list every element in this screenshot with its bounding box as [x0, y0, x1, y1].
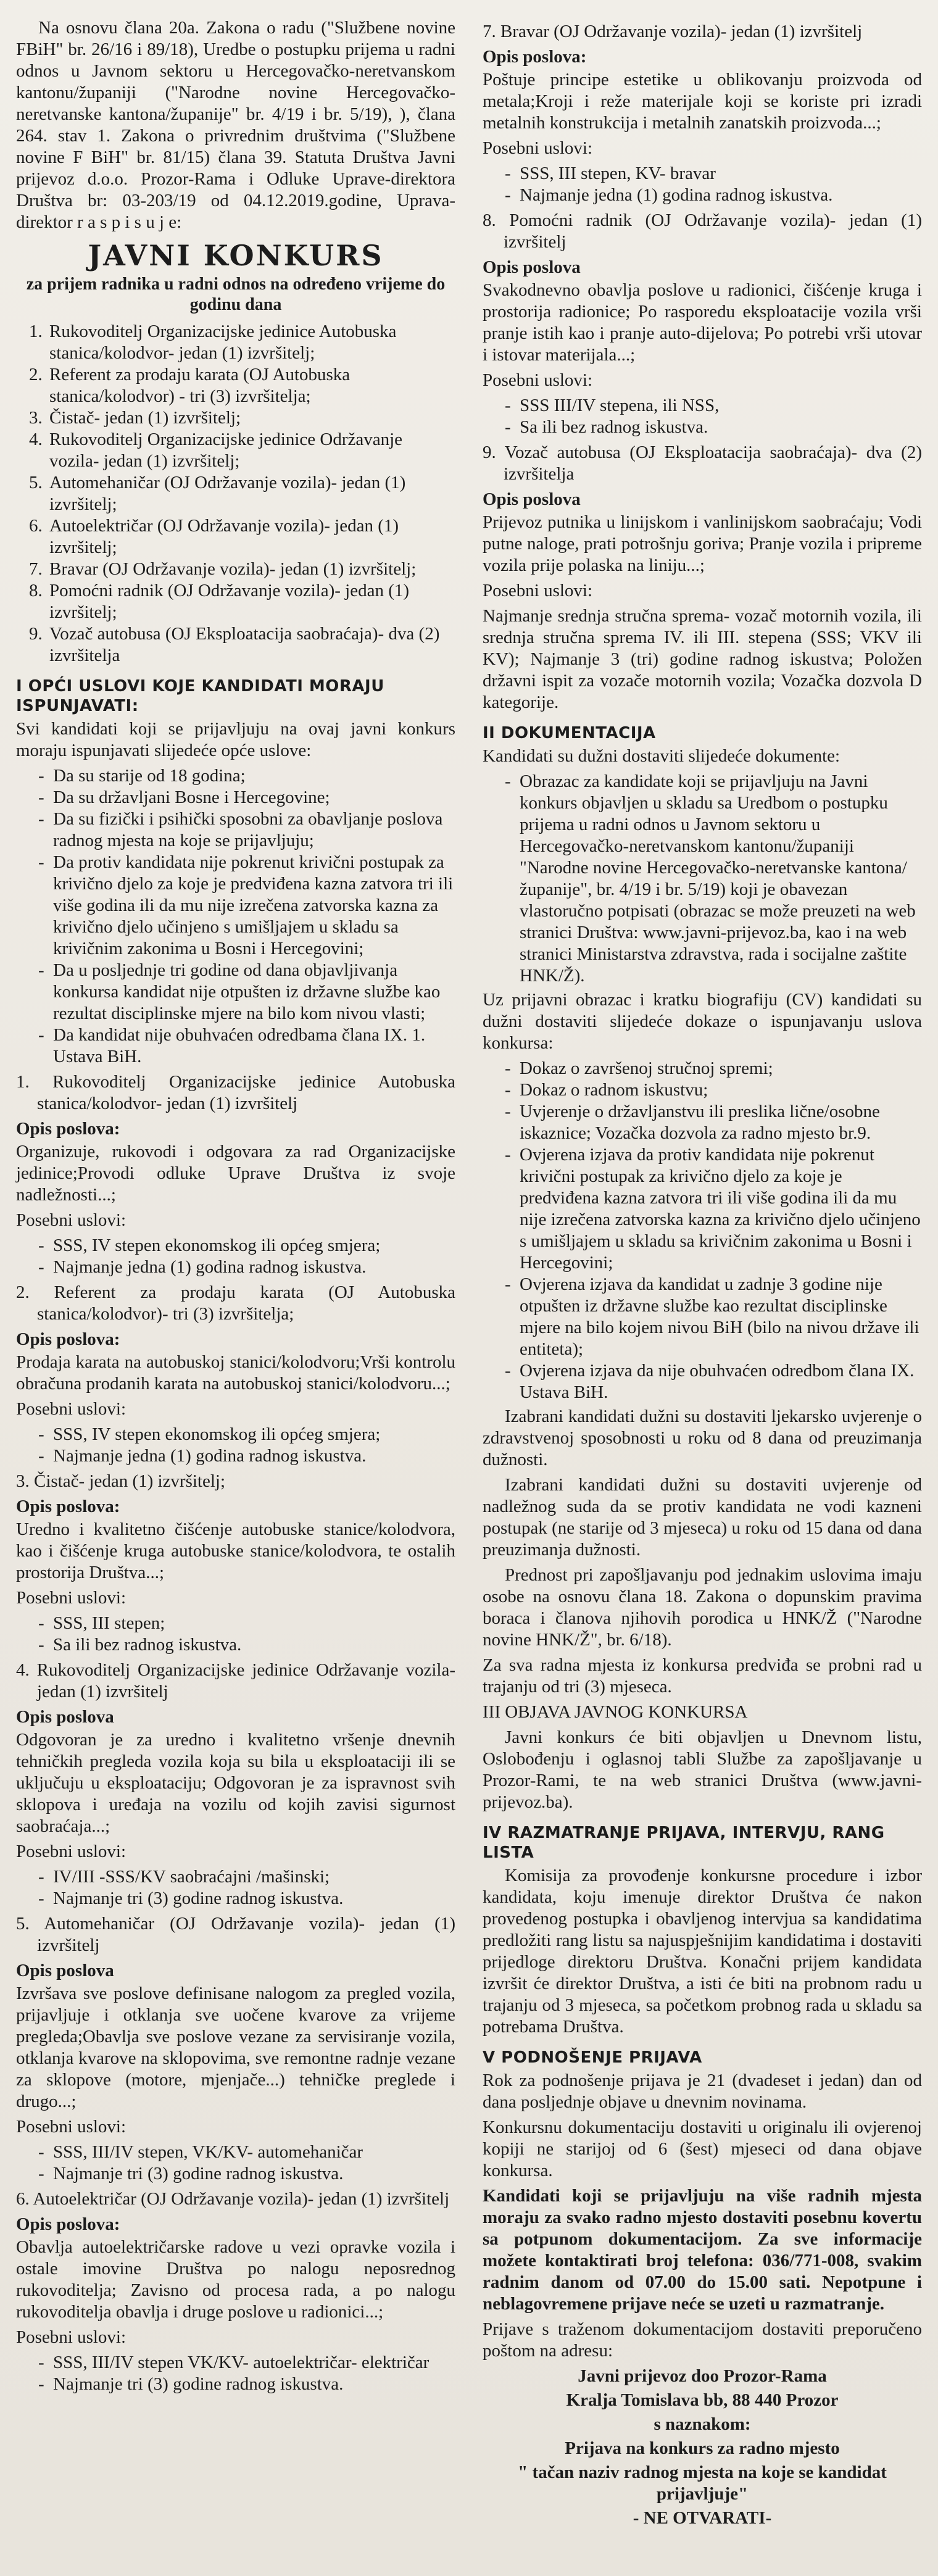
condition-item: - SSS, IV stepen ekonomskog ili općeg smjera;	[38, 1235, 455, 1257]
submission-mail-text: Prijave s traženom dokumentacijom dostaviti preporučeno poštom na adresu:	[483, 2319, 922, 2361]
trial-period-paragraph: Za sva radna mjesta iz konkursa predviđa se probni rad u trajanju od tri (3) mjeseca.	[483, 1655, 922, 1697]
special-conditions-list	[16, 1866, 455, 1909]
submission-important-notice: Kandidati koji se prijavljuju na više radnih mjesta moraju za svako radno mjesto dostaviti posebnu kovertu sa potpunom dokumentacijom. Za sve informacije možete kontaktirati broj telefona: 036/771-008, svakim radnim danom od 07.00 do 15.00 sati. Nepotpune i neblagovremene prijave neće se uzeti u razmatranje.	[483, 2186, 922, 2314]
address-do-not-open: - NE OTVARATI-	[633, 2508, 772, 2528]
intro-paragraph: Na osnovu člana 20a. Zakona o radu ("Službene novine FBiH" br. 26/16 i 89/18), Uredbe o postupku prijema u radni odnos u Javnom sektoru u Hercegovačko-neretvanskom kantonu/županiji ("Narodne novine Hercegovačko-neretvanske kantona/županije" br. 4/19 i br. 5/19), ), člana 264. stav 1. Zakona o privrednim društvima ("Službene novine F BiH" br. 81/15) člana 39. Statuta Društva Javni prijevoz d.o.o. Prozor-Rama i Odluke Uprave-direktora Društva br: 03-203/19 od 04.12.2019.godine, Uprava-direktor r a s p i s u j e:	[16, 18, 455, 232]
documentation-intro: Kandidati su dužni dostaviti slijedeće dokumente:	[483, 746, 840, 766]
job-description: Prijevoz putnika u linijskom i vanlinijskom saobraćaju; Vodi putne naloge, prati potrošnju goriva; Pranje vozila i pripreme vozila prije polaska na liniju...;	[483, 512, 922, 575]
condition-item: - SSS III/IV stepena, ili NSS,	[505, 395, 922, 417]
special-conditions-list	[16, 1424, 455, 1467]
proof-documents-list	[483, 1058, 922, 1403]
special-conditions-label: Posebni uslovi:	[16, 1842, 127, 1861]
submission-documents-text: Konkursnu dokumentaciju dostaviti u originalu ili ovjerenoj kopiji ne starijoj od 6 (šest) mjeseci od dana objave konkursa.	[483, 2117, 922, 2180]
job-item: 1. Rukovoditelj Organizacijske jedinice Autobuska stanica/kolodvor- jedan (1) izvršitelj;	[47, 321, 455, 364]
special-conditions-label: Posebni uslovi:	[16, 1210, 127, 1230]
special-conditions-label: Posebni uslovi:	[16, 1399, 127, 1419]
address-street: Kralja Tomislava bb, 88 440 Prozor	[566, 2390, 839, 2410]
job-item: 3. Čistač- jedan (1) izvršitelj;	[47, 407, 455, 429]
special-conditions-label: Posebni uslovi:	[483, 138, 593, 158]
condition-item: - Najmanje jedna (1) godina radnog iskustva.	[38, 1257, 455, 1278]
general-conditions-list	[16, 765, 455, 1068]
condition-item: - Najmanje tri (3) godine radnog iskustva.	[38, 2163, 455, 2185]
job-item: 7. Bravar (OJ Održavanje vozila)- jedan (1) izvršitelj;	[47, 559, 455, 580]
special-conditions-label: Posebni uslovi:	[16, 2327, 127, 2347]
announcement-subtitle: za prijem radnika u radni odnos na određeno vrijeme do godinu dana	[26, 275, 446, 314]
announcement-title: JAVNI KONKURS	[88, 239, 384, 272]
job-description-label: Opis poslova:	[16, 1497, 120, 1516]
condition-item: - Najmanje jedna (1) godina radnog iskustva.	[505, 185, 922, 206]
section-heading-submission: V PODNOŠENJE PRIJAVA	[483, 2048, 702, 2067]
special-conditions-label: Posebni uslovi:	[16, 2117, 127, 2137]
address-note-label: s naznakom:	[654, 2414, 751, 2434]
condition-item: - Sa ili bez radnog iskustva.	[505, 417, 922, 438]
position-title: 7. Bravar (OJ Održavanje vozila)- jedan (1) izvršitelj	[483, 22, 863, 41]
position-title: 4. Rukovoditelj Organizacijske jedinice Održavanje vozila- jedan (1) izvršitelj	[16, 1660, 455, 1701]
publication-text: Javni konkurs će biti objavljen u Dnevnom listu, Oslobođenju i oglasnoj tabli Službe za zapošljavanje u Prozor-Rami, te na web stranici Društva (www.javni-prijevoz.ba).	[483, 1727, 922, 1812]
court-certificate-paragraph: Izabrani kandidati dužni su dostaviti uvjerenje od nadležnog suda da se protiv kandidata ne vodi kazneni postupak (ne starije od 3 mjeseca) u roku od 15 dana od dana preuzimanja dužnosti.	[483, 1475, 922, 1560]
job-item: 2. Referent za prodaju karata (OJ Autobuska stanica/kolodvor) - tri (3) izvršitelja;	[47, 364, 455, 407]
condition-item: - SSS, III stepen, KV- bravar	[505, 163, 922, 185]
condition-item: - Sa ili bez radnog iskustva.	[38, 1634, 455, 1656]
priority-paragraph: Prednost pri zapošljavanju pod jednakim uslovima imaju osobe na osnovu člana 18. Zakona o dopunskim pravima boraca i članova njihovih porodica u HNK/Ž ("Narodne novine HNK/Ž", br. 6/18).	[483, 1565, 922, 1650]
condition-item: - Da u posljednje tri godine od dana objavljivanja konkursa kandidat nije otpušten iz državne službe kao rezultat disciplinske mjere na bilo kom nivou vlasti;	[38, 960, 455, 1024]
job-description: Organizuje, rukovodi i odgovara za rad Organizacijske jedinice;Provodi odluke Uprave Društva iz svoje nadležnosti...;	[16, 1142, 455, 1205]
job-description: Svakodnevno obavlja poslove u radionici, čišćenje kruga i prostorija radionice; Po rasporedu eksploatacije vozila vrši pranje istih kao i pranje auto-dijelova; Po potrebi vrši utovar i istovar materijala...;	[483, 280, 922, 365]
job-description-label: Opis poslova:	[16, 2214, 120, 2234]
job-description: Prodaja karata na autobuskoj stanici/kolodvoru;Vrši kontrolu obračuna prodanih karata na autobuskoj stanici/kolodvoru...;	[16, 1352, 455, 1394]
job-description: Uredno i kvalitetno čišćenje autobuske stanice/kolodvora, kao i čišćenje kruga autobuske stanice/kolodvora, te ostalih prostorija Društva...;	[16, 1519, 455, 1582]
address-company: Javni prijevoz doo Prozor-Rama	[578, 2366, 827, 2386]
condition-item: - Da su starije od 18 godina;	[38, 765, 455, 787]
job-description-label: Opis poslova	[16, 1707, 114, 1727]
document-item: - Dokaz o radnom iskustvu;	[505, 1079, 922, 1101]
special-conditions-label: Posebni uslovi:	[16, 1588, 127, 1608]
condition-item: - Da protiv kandidata nije pokrenut krivični postupak za krivično djelo za koje je predviđena kazna zatvora tri ili više godina ili da mu nije izrečena zatvorska kazna za krivično djelo učinjeno s umišljajem u skladu sa krivičnim zakonima u Bosni i Hercegovini;	[38, 852, 455, 960]
job-item: 9. Vozač autobusa (OJ Eksploatacija saobraćaja)- dva (2) izvršitelja	[47, 623, 455, 667]
job-description: Izvršava sve poslove definisane nalogom za pregled vozila, prijavljuje i otklanja sve uočene kvarove za vrijeme pregleda;Obavlja sve poslove vezane za servisiranje vozila, otklanja kvarove na sklopovima, sve remontne radnje vezane za sklopove (motore, mjenjače...) tehničke preglede i drugo...;	[16, 1984, 455, 2111]
special-conditions-list	[483, 163, 922, 206]
condition-item: - Najmanje tri (3) godine radnog iskustva.	[38, 1888, 455, 1909]
job-description-label: Opis poslova	[483, 489, 581, 509]
special-conditions-list	[16, 1613, 455, 1656]
review-text: Komisija za provođenje konkursne procedure i izbor kandidata, koju imenuje direktor Društva će nakon provedenog postupka i obavljenog intervjua sa kandidatima predložiti rang listu sa najuspješnijim kandidatima i dostaviti prijedloge direktoru Društva. Konačni prijem kandidata izvršit će direktor Društva, a isti će biti na probnom radu u trajanju od 3 mjeseca, sa početkom probnog rada u skladu sa potrebama Društva.	[483, 1866, 922, 2037]
document-item: - Dokaz o završenoj stručnoj spremi;	[505, 1058, 922, 1079]
document-item: - Ovjerena izjava da nije obuhvaćen odredbom člana IX. Ustava BiH.	[505, 1360, 922, 1403]
job-description: Obavlja autoelektričarske radove u vezi opravke vozila i ostale imovine Društva po nalogu neposrednog rukovoditelja; Zavisno od procesa rada, a po nalogu rukovoditelja obavlja i druge poslove u radionici...;	[16, 2237, 455, 2322]
special-conditions-list	[483, 395, 922, 438]
condition-item: - Najmanje tri (3) godine radnog iskustva.	[38, 2374, 455, 2395]
position-title: 6. Autoelektričar (OJ Održavanje vozila)- jedan (1) izvršitelj	[16, 2189, 450, 2209]
document-item: - Uvjerenje o državljanstvu ili preslika lične/osobne iskaznice; Vozačka dozvola za radno mjesto br.9.	[505, 1101, 922, 1144]
position-title: 1. Rukovoditelj Organizacijske jedinice Autobuska stanica/kolodvor- jedan (1) izvršitelj	[16, 1072, 455, 1113]
position-title: 8. Pomoćni radnik (OJ Održavanje vozila)- jedan (1) izvršitelj	[483, 210, 922, 252]
job-description-label: Opis poslova	[16, 1961, 114, 1980]
special-conditions-label: Posebni uslovi:	[483, 581, 593, 600]
condition-item: - Da su fizički i psihički sposobni za obavljanje poslova radnog mjesta na koje se prijavljuju;	[38, 808, 455, 852]
document-item: - Ovjerena izjava da kandidat u zadnje 3 godine nije otpušten iz državne službe kao rezultat disciplinske mjere na bilo kojem nivou BiH (bilo na nivou države ili entiteta);	[505, 1274, 922, 1360]
position-title: 3. Čistač- jedan (1) izvršitelj;	[16, 1471, 226, 1491]
condition-item: - SSS, III/IV stepen, VK/KV- automehaničar	[38, 2142, 455, 2163]
condition-item: - Da su državljani Bosne i Hercegovine;	[38, 787, 455, 808]
document-item: - Obrazac za kandidate koji se prijavljuju na Javni konkurs objavljen u skladu sa Uredbom o postupku prijema u radni odnos u Javnom sektoru u Hercegovačko-neretvanskom kantonu/županiji "Narodne novine Hercegovačko-neretvanske kantona/županije", br. 4/19 i br. 5/19) koji je obavezan vlastoručno potpisati (obrazac se može preuzeti na web stranici Društva: www.javni-prijevoz.ba, kao i na web stranici Ministarstva zdravstva, rada i socijalne zaštite HNK/Ž).	[505, 771, 922, 987]
special-conditions-list	[16, 2352, 455, 2395]
job-description-label: Opis poslova:	[16, 1119, 120, 1139]
job-description-label: Opis poslova:	[483, 47, 587, 67]
job-item: 5. Automehaničar (OJ Održavanje vozila)- jedan (1) izvršitelj;	[47, 472, 455, 515]
section-heading-documentation: II DOKUMENTACIJA	[483, 724, 656, 742]
job-description: Odgovoran je za uredno i kvalitetno vršenje dnevnih tehničkih pregleda vozila koja su bila u eksploataciji ili se uključuju u eksploataciju; Odgovoran je za ispravnost svih sklopova i uređaja na vozilu od kojih zavisi sigurnost saobraćaja...;	[16, 1730, 455, 1836]
condition-item: - Najmanje jedna (1) godina radnog iskustva.	[38, 1445, 455, 1467]
position-title: 2. Referent za prodaju karata (OJ Autobuska stanica/kolodvor)- tri (3) izvršitelja;	[16, 1282, 455, 1324]
position-title: 9. Vozač autobusa (OJ Eksploatacija saobraćaja)- dva (2) izvršitelja	[483, 442, 922, 484]
address-position-line: " tačan naziv radnog mjesta na koje se kandidat prijavljuje"	[518, 2462, 887, 2504]
position-title: 5. Automehaničar (OJ Održavanje vozila)- jedan (1) izvršitelj	[16, 1914, 455, 1955]
job-list	[16, 321, 455, 667]
section-heading-publication: III OBJAVA JAVNOG KONKURSA	[483, 1702, 748, 1722]
condition-item: - Da kandidat nije obuhvaćen odredbama člana IX. 1. Ustava BiH.	[38, 1024, 455, 1068]
special-conditions-text: Najmanje srednja stručna sprema- vozač motornih vozila, ili srednja stručna sprema IV. ili III. stepena (SSS; VKV ili KV); Najmanje 3 (tri) godine radnog iskustva; Položen državni ispit za vozače motornih vozila; Vozačka dozvola D kategorije.	[483, 606, 922, 712]
job-description-label: Opis poslova	[483, 257, 581, 277]
condition-item: - IV/III -SSS/KV saobraćajni /mašinski;	[38, 1866, 455, 1888]
submission-deadline-text: Rok za podnošenje prijava je 21 (dvadeset i jedan) dan od dana posljednje objave u dnevnim novinama.	[483, 2071, 922, 2112]
special-conditions-label: Posebni uslovi:	[483, 370, 593, 390]
job-description-label: Opis poslova:	[16, 1329, 120, 1349]
section-heading-general-conditions: I OPĆI USLOVI KOJE KANDIDATI MORAJU ISPUNJAVATI:	[16, 677, 384, 715]
general-conditions-intro: Svi kandidati koji se prijavljuju na ovaj javni konkurs moraju ispunjavati slijedeće opće uslove:	[16, 719, 455, 760]
address-application-line: Prijava na konkurs za radno mjesto	[565, 2438, 840, 2458]
section-heading-review: IV RAZMATRANJE PRIJAVA, INTERVJU, RANG LISTA	[483, 1824, 885, 1862]
documentation-proof-intro: Uz prijavni obrazac i kratku biografiju (CV) kandidati su dužni dostaviti slijedeće dokaze o ispunjavanju uslova konkursa:	[483, 990, 922, 1053]
medical-certificate-paragraph: Izabrani kandidati dužni su dostaviti ljekarsko uvjerenje o zdravstvenoj sposobnosti u roku od 8 dana od preuzimanja dužnosti.	[483, 1406, 922, 1469]
job-item: 8. Pomoćni radnik (OJ Održavanje vozila)- jedan (1) izvršitelj;	[47, 580, 455, 623]
document-item: - Ovjerena izjava da protiv kandidata nije pokrenut krivični postupak za krivično djelo za koje je predviđena kazna zatvora tri ili više godina ili da mu nije izrečena zatvorska kazna za krivično djelo učinjeno s umišljajem u skladu sa krivičnim zakonima u Bosni i Hercegovini;	[505, 1144, 922, 1274]
special-conditions-list	[16, 1235, 455, 1278]
job-item: 4. Rukovoditelj Organizacijske jedinice Održavanje vozila- jedan (1) izvršitelj;	[47, 429, 455, 472]
documentation-list	[483, 771, 922, 987]
right-column	[483, 17, 922, 2539]
special-conditions-list	[16, 2142, 455, 2185]
condition-item: - SSS, III/IV stepen VK/KV- autoelektričar- električar	[38, 2352, 455, 2374]
condition-item: - SSS, IV stepen ekonomskog ili općeg smjera;	[38, 1424, 455, 1445]
left-column	[16, 17, 455, 2539]
condition-item: - SSS, III stepen;	[38, 1613, 455, 1634]
two-column-layout	[16, 17, 922, 2539]
job-item: 6. Autoelektričar (OJ Održavanje vozila)- jedan (1) izvršitelj;	[47, 515, 455, 559]
job-description: Poštuje principe estetike u oblikovanju proizvoda od metala;Kroji i reže materijale koji se koriste pri izradi metalnih konstrukcija i metalnih zanatskih proizvoda...;	[483, 70, 922, 133]
